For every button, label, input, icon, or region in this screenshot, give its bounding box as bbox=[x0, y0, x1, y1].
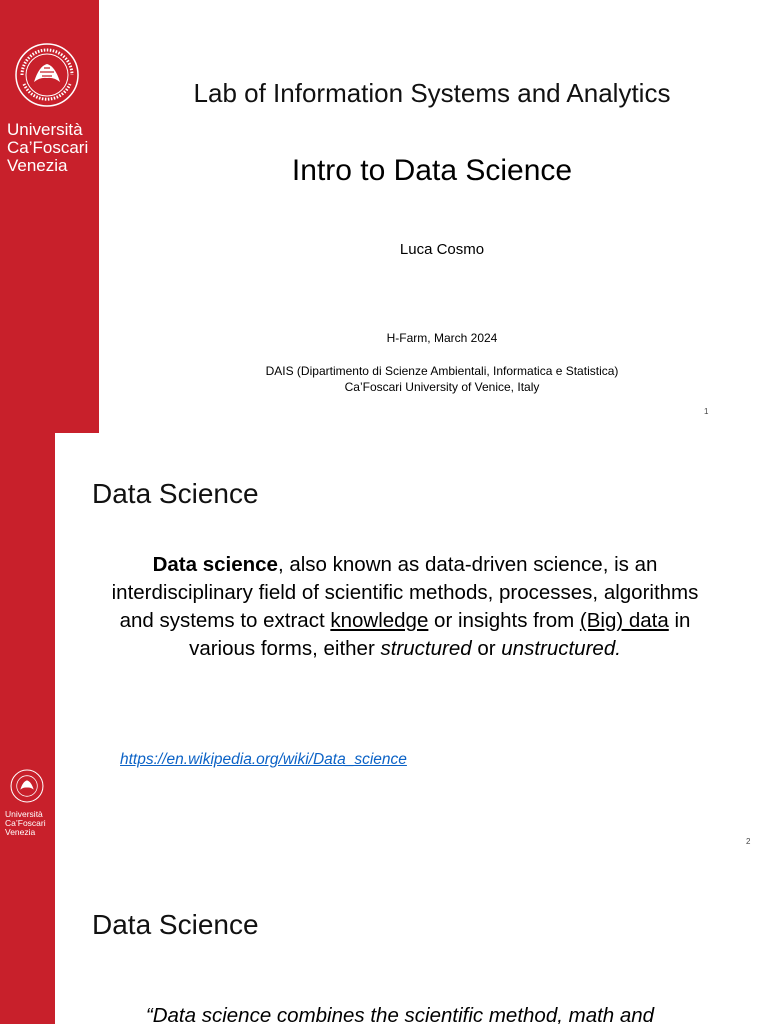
slide-2 bbox=[0, 433, 768, 866]
university-line: Ca’Foscari University of Venice, Italy bbox=[344, 380, 540, 394]
author-name: Luca Cosmo bbox=[399, 241, 485, 258]
university-wordmark: Università Ca’Foscari Venezia bbox=[5, 809, 46, 837]
page-number: 2 bbox=[746, 837, 751, 846]
page-number: 1 bbox=[704, 407, 709, 416]
definition-paragraph: Data science, also known as data-driven science, is an interdisciplinary field of scientific methods, processes, algorithms and systems to extract knowledge or insights from (Big) data in various forms, either structured or unstructured. bbox=[111, 553, 699, 660]
university-seal-logo bbox=[10, 769, 44, 803]
brand-sidebar bbox=[0, 866, 55, 1024]
brand-sidebar bbox=[0, 0, 99, 433]
affiliation bbox=[100, 363, 768, 395]
university-wordmark: Università Ca’Foscari Venezia bbox=[7, 120, 89, 175]
big-data-term: (Big) data bbox=[579, 609, 669, 632]
slide-heading: Data Science bbox=[92, 909, 259, 940]
presentation-title: Intro to Data Science bbox=[291, 154, 573, 187]
slide-1 bbox=[0, 0, 768, 433]
lab-name: Lab of Information Systems and Analytics bbox=[193, 78, 671, 108]
slide-heading: Data Science bbox=[92, 478, 259, 509]
slide-3 bbox=[0, 866, 768, 1024]
brand-sidebar bbox=[0, 433, 55, 866]
term: Data science bbox=[152, 553, 278, 576]
knowledge-term: knowledge bbox=[330, 609, 429, 632]
quote-text: “Data science combines the scientific method, math and bbox=[145, 1004, 655, 1024]
department: DAIS (Dipartimento di Scienze Ambientali, Informatica e Statistica) bbox=[265, 364, 619, 378]
wikipedia-link[interactable]: https://en.wikipedia.org/wiki/Data_science bbox=[120, 751, 407, 768]
university-seal-logo bbox=[14, 42, 80, 108]
event-date: H-Farm, March 2024 bbox=[386, 331, 498, 345]
